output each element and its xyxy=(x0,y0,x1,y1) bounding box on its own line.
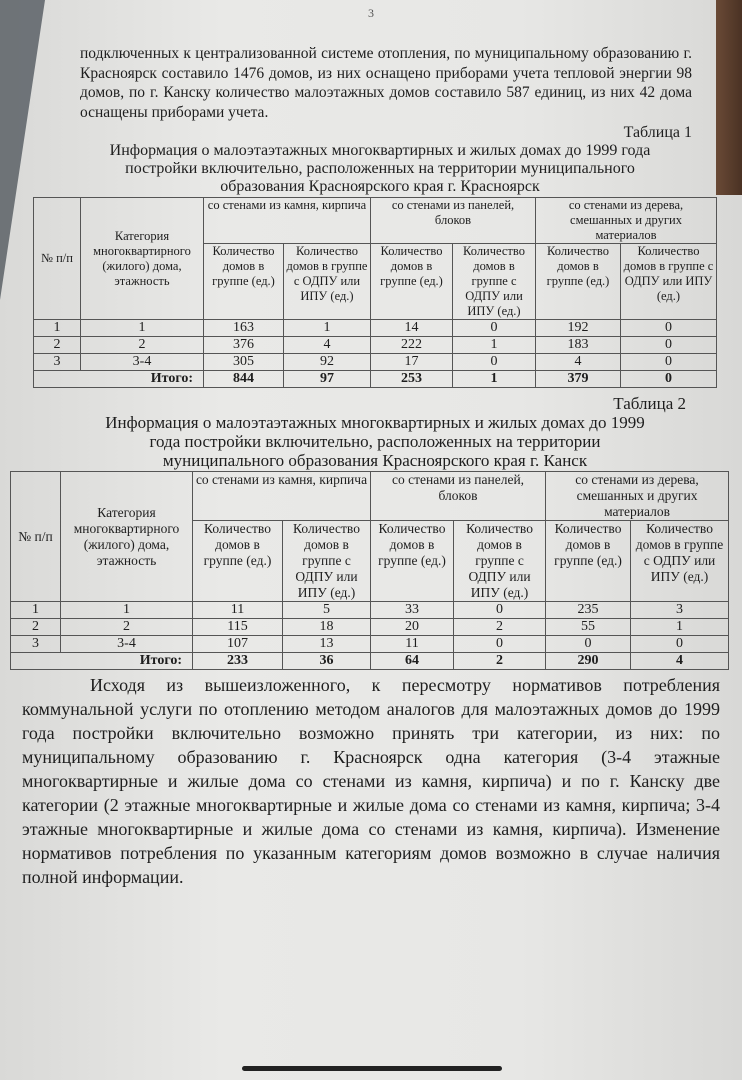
table-2-title: Информация о малоэтаэтажных многоквартирных и жилых домах до 1999 года постройки включительно, расположенных на территории муниципального образования Красноярского края г. Канск xyxy=(105,413,645,470)
total-cell: 290 xyxy=(546,653,631,670)
header-count: Количество домов в группе (ед.) xyxy=(193,521,283,602)
table-cell: 183 xyxy=(536,337,621,354)
totals-row xyxy=(34,371,717,388)
total-cell: 64 xyxy=(371,653,454,670)
table-cell: 1 xyxy=(34,320,81,337)
page-number: 3 xyxy=(368,6,374,20)
table-1-caption: Таблица 1 xyxy=(623,124,692,141)
header-number: № п/п xyxy=(11,472,61,602)
table-cell: 14 xyxy=(371,320,453,337)
total-cell: 4 xyxy=(631,653,729,670)
table-cell: 2 xyxy=(61,619,193,636)
header-category: Категория многоквартирного (жилого) дома, этажность xyxy=(61,472,193,602)
table-row xyxy=(11,636,729,653)
table-cell: 20 xyxy=(371,619,454,636)
table-cell: 33 xyxy=(371,602,454,619)
header-count: Количество домов в группе (ед.) xyxy=(546,521,631,602)
table-cell: 0 xyxy=(453,354,536,371)
header-number: № п/п xyxy=(34,198,81,320)
header-row xyxy=(11,472,729,521)
header-count-metered: Количество домов в группе с ОДПУ или ИПУ (ед.) xyxy=(453,244,536,320)
table-row xyxy=(11,602,729,619)
table-cell: 0 xyxy=(454,636,546,653)
table-cell: 2 xyxy=(34,337,81,354)
total-cell: 1 xyxy=(453,371,536,388)
table-cell: 2 xyxy=(454,619,546,636)
header-count-metered: Количество домов в группе с ОДПУ или ИПУ (ед.) xyxy=(284,244,371,320)
conclusion-paragraph: Исходя из вышеизложенного, к пересмотру нормативов потребления коммунальной услуги по отоплению методом аналогов для малоэтажных домов до 1999 года постройки включительно возможно принять три категории, из них: по муниципальному образованию г. Красноярск одна категория (3-4 этажные многоквартирные и жилые дома со стенами из камня, кирпича) и по г. Канску две категории (2 этажные многоквартирные и жилые дома со стенами из камня, кирпича; 3-4 этажные многоквартирные и жилые дома со стенами из камня, кирпича). Изменение нормативов потребления по указанным категориям домов возможно в случае наличия полной информации. xyxy=(22,675,720,887)
table-2-caption: Таблица 2 xyxy=(613,394,686,413)
table-cell: 163 xyxy=(204,320,284,337)
header-group-stone: со стенами из камня, кирпича xyxy=(193,472,371,521)
table-cell: 18 xyxy=(283,619,371,636)
header-group-wood: со стенами из дерева, смешанных и других материалов xyxy=(536,198,717,244)
table-cell: 192 xyxy=(536,320,621,337)
intro-paragraph: подключенных к централизованной системе отопления, по муниципальному образованию г. Красноярск составило 1476 домов, из них оснащено приборами учета тепловой энергии 98 домов, по г. Канску количество малоэтажных домов составило 587 единиц, из них 42 дома оснащены приборами учета. xyxy=(80,45,692,121)
table-cell: 4 xyxy=(284,337,371,354)
table-cell: 0 xyxy=(621,320,717,337)
table-cell: 1 xyxy=(81,320,204,337)
table-cell: 3-4 xyxy=(81,354,204,371)
total-label: Итого: xyxy=(34,371,204,388)
header-group-wood: со стенами из дерева, смешанных и других материалов xyxy=(546,472,729,521)
header-count: Количество домов в группе (ед.) xyxy=(536,244,621,320)
table-cell: 0 xyxy=(453,320,536,337)
table-cell: 3 xyxy=(34,354,81,371)
header-group-panel: со стенами из панелей, блоков xyxy=(371,198,536,244)
header-count-metered: Количество домов в группе с ОДПУ или ИПУ (ед.) xyxy=(621,244,717,320)
total-cell: 233 xyxy=(193,653,283,670)
table-row xyxy=(34,337,717,354)
table-cell: 5 xyxy=(283,602,371,619)
header-count: Количество домов в группе (ед.) xyxy=(204,244,284,320)
header-row xyxy=(34,198,717,244)
table-cell: 4 xyxy=(536,354,621,371)
table-cell: 3 xyxy=(631,602,729,619)
total-cell: 97 xyxy=(284,371,371,388)
page-content xyxy=(0,44,742,889)
total-cell: 2 xyxy=(454,653,546,670)
table-cell: 0 xyxy=(454,602,546,619)
total-cell: 0 xyxy=(621,371,717,388)
table-cell: 2 xyxy=(81,337,204,354)
table-cell: 1 xyxy=(11,602,61,619)
table-cell: 3 xyxy=(11,636,61,653)
table-1-title: Информация о малоэтаэтажных многоквартирных и жилых домах до 1999 года постройки включительно, расположенных на территории муниципального образования Красноярского края г. Красноярск xyxy=(109,142,651,195)
table-cell: 222 xyxy=(371,337,453,354)
table-cell: 115 xyxy=(193,619,283,636)
total-label: Итого: xyxy=(11,653,193,670)
header-category: Категория многоквартирного (жилого) дома, этажность xyxy=(81,198,204,320)
table-kansk xyxy=(10,471,729,670)
table-cell: 1 xyxy=(631,619,729,636)
header-group-panel: со стенами из панелей, блоков xyxy=(371,472,546,521)
header-count: Количество домов в группе (ед.) xyxy=(371,521,454,602)
table-cell: 3-4 xyxy=(61,636,193,653)
table-cell: 11 xyxy=(371,636,454,653)
header-count: Количество домов в группе (ед.) xyxy=(371,244,453,320)
table-cell: 55 xyxy=(546,619,631,636)
total-cell: 253 xyxy=(371,371,453,388)
table-cell: 305 xyxy=(204,354,284,371)
table-cell: 0 xyxy=(621,337,717,354)
table-row xyxy=(34,354,717,371)
table-cell: 1 xyxy=(453,337,536,354)
table-row xyxy=(11,619,729,636)
table-row xyxy=(34,320,717,337)
total-cell: 844 xyxy=(204,371,284,388)
table-cell: 11 xyxy=(193,602,283,619)
header-count-metered: Количество домов в группе с ОДПУ или ИПУ (ед.) xyxy=(631,521,729,602)
table-cell: 17 xyxy=(371,354,453,371)
table-krasnoyarsk xyxy=(33,197,717,388)
table-cell: 235 xyxy=(546,602,631,619)
home-indicator xyxy=(242,1066,502,1071)
total-cell: 36 xyxy=(283,653,371,670)
table-cell: 0 xyxy=(621,354,717,371)
table-cell: 13 xyxy=(283,636,371,653)
table-cell: 1 xyxy=(284,320,371,337)
table-cell: 0 xyxy=(631,636,729,653)
totals-row xyxy=(11,653,729,670)
table-cell: 107 xyxy=(193,636,283,653)
header-count-metered: Количество домов в группе с ОДПУ или ИПУ (ед.) xyxy=(454,521,546,602)
header-count-metered: Количество домов в группе с ОДПУ или ИПУ (ед.) xyxy=(283,521,371,602)
table-cell: 376 xyxy=(204,337,284,354)
table-cell: 92 xyxy=(284,354,371,371)
table-cell: 1 xyxy=(61,602,193,619)
table-cell: 0 xyxy=(546,636,631,653)
total-cell: 379 xyxy=(536,371,621,388)
table-cell: 2 xyxy=(11,619,61,636)
header-group-stone: со стенами из камня, кирпича xyxy=(204,198,371,244)
